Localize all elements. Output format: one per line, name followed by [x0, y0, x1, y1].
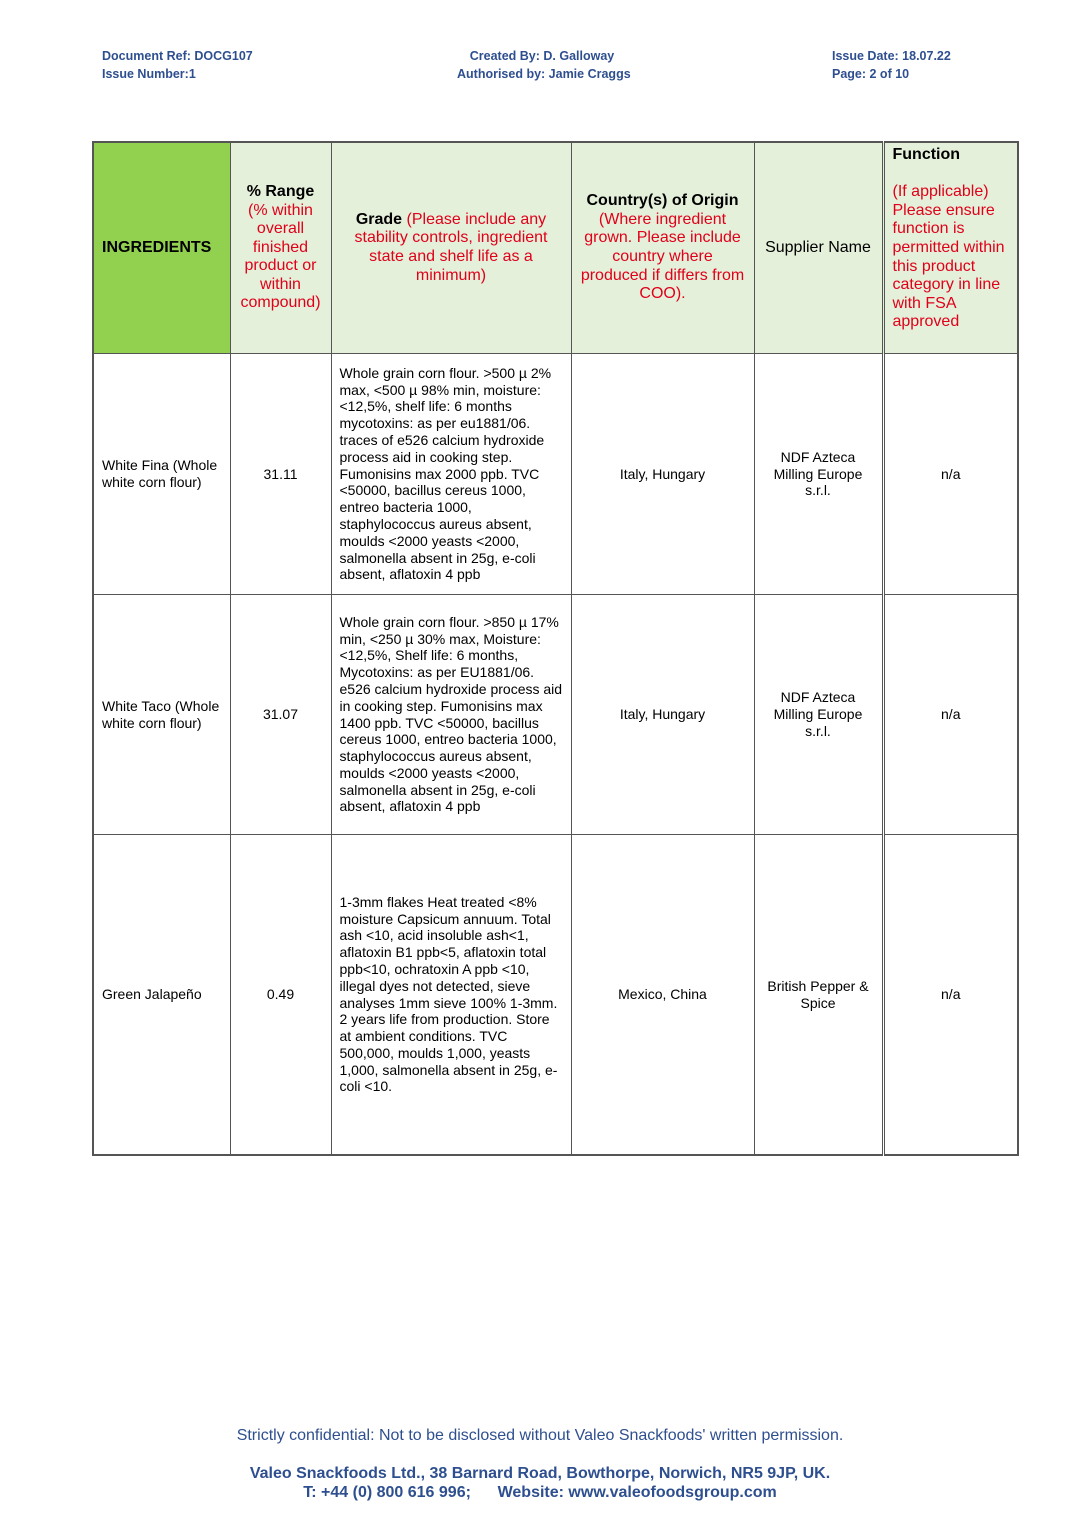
footer-website: Website: www.valeofoodsgroup.com [497, 1484, 777, 1501]
cell-origin: Mexico, China [571, 835, 754, 1156]
table-row [93, 354, 1018, 595]
cell-range: 31.11 [230, 354, 331, 595]
cell-range: 0.49 [230, 835, 331, 1156]
header-range-title: % Range [246, 182, 315, 200]
header-function-title: Function [892, 146, 961, 163]
header-origin-note: (Where ingredient grown. Please include country where produced if differs from COO). [580, 210, 745, 303]
doc-ref: Document Ref: DOCG107 [102, 49, 253, 63]
header-range [230, 142, 331, 354]
header-grade [331, 142, 571, 354]
cell-origin: Italy, Hungary [571, 595, 754, 835]
footer-address: Valeo Snackfoods Ltd., 38 Barnard Road, Bowthorpe, Norwich, NR5 9JP, UK. [249, 1465, 831, 1482]
cell-ingredient: White Taco (Whole white corn flour) [93, 595, 230, 835]
header-center [457, 47, 631, 83]
cell-function: n/a [883, 835, 1018, 1156]
header-right [832, 47, 951, 83]
table-row [93, 595, 1018, 835]
footer-confidential: Strictly confidential: Not to be disclosed without Valeo Snackfoods' written permission. [236, 1427, 844, 1444]
ingredients-table [92, 141, 1019, 1156]
table-row [93, 835, 1018, 1156]
header-range-note: (% within overall finished product or within compound) [240, 201, 321, 312]
created-by: Created By: D. Galloway [469, 49, 615, 63]
header-grade-note: (Please include any stability controls, ingredient state and shelf life as a minimum) [354, 210, 548, 284]
cell-grade: Whole grain corn flour. >850 µ 17% min, <250 µ 30% max, Moisture: <12,5%, Shelf life: 6 months, Mycotoxins: as per EU1881/06. e526 calcium hydroxide process aid in cooking step. Fumonisins max 1400 ppb. TVC <50000, bacillus cereus 1000, entreo bacteria 1000, staphylococcus aureus absent, moulds <2000 yeasts <2000, salmonella absent in 25g, e-coli absent, aflatoxin 4 ppb [331, 595, 571, 835]
header-ingredients: INGREDIENTS [93, 142, 230, 354]
issue-date: Issue Date: 18.07.22 [832, 49, 951, 63]
cell-ingredient: White Fina (Whole white corn flour) [93, 354, 230, 595]
footer-contact [0, 1483, 1080, 1502]
cell-range: 31.07 [230, 595, 331, 835]
cell-supplier: NDF Azteca Milling Europe s.r.l. [754, 595, 883, 835]
cell-ingredient: Green Jalapeño [93, 835, 230, 1156]
cell-grade: Whole grain corn flour. >500 µ 2% max, <500 µ 98% min, moisture: <12,5%, shelf life: 6 months mycotoxins: as per eu1881/06. traces of e526 calcium hydroxide process aid in cooking step. Fumonisins max 2000 ppb. TVC <50000, bacillus cereus 1000, entreo bacteria 1000, staphylococcus aureus absent, moulds <2000 yeasts <2000, salmonella absent in 25g, e-coli absent, aflatoxin 4 ppb [331, 354, 571, 595]
header-function [883, 142, 1018, 354]
header-function-note: (If applicable) Please ensure function is permitted within this product category in line with FSA approved [892, 183, 1005, 331]
footer-phone: T: +44 (0) 800 616 996; [303, 1484, 471, 1501]
header-left [102, 47, 253, 83]
table-header-row [93, 142, 1018, 354]
cell-origin: Italy, Hungary [571, 354, 754, 595]
header-origin-title: Country(s) of Origin [586, 192, 739, 210]
authorised-by: Authorised by: Jamie Craggs [457, 67, 631, 81]
header-origin [571, 142, 754, 354]
cell-supplier: British Pepper & Spice [754, 835, 883, 1156]
header-grade-title: Grade [355, 210, 403, 228]
cell-function: n/a [883, 354, 1018, 595]
cell-grade: 1-3mm flakes Heat treated <8% moisture Capsicum annuum. Total ash <10, acid insoluble ash<1, aflatoxin B1 ppb<5, aflatoxin total ppb<10, ochratoxin A ppb <10, illegal dyes not detected, sieve analyses 1mm sieve 100% 1-3mm. 2 years life from production. Store at ambient conditions. TVC 500,000, moulds 1,000, yeasts 1,000, salmonella absent in 25g, e-coli <10. [331, 835, 571, 1156]
cell-supplier: NDF Azteca Milling Europe s.r.l. [754, 354, 883, 595]
footer-address-block [0, 1464, 1080, 1502]
page-number: Page: 2 of 10 [832, 67, 910, 81]
cell-function: n/a [883, 595, 1018, 835]
issue-number: Issue Number:1 [102, 67, 196, 81]
header-supplier: Supplier Name [754, 142, 883, 354]
